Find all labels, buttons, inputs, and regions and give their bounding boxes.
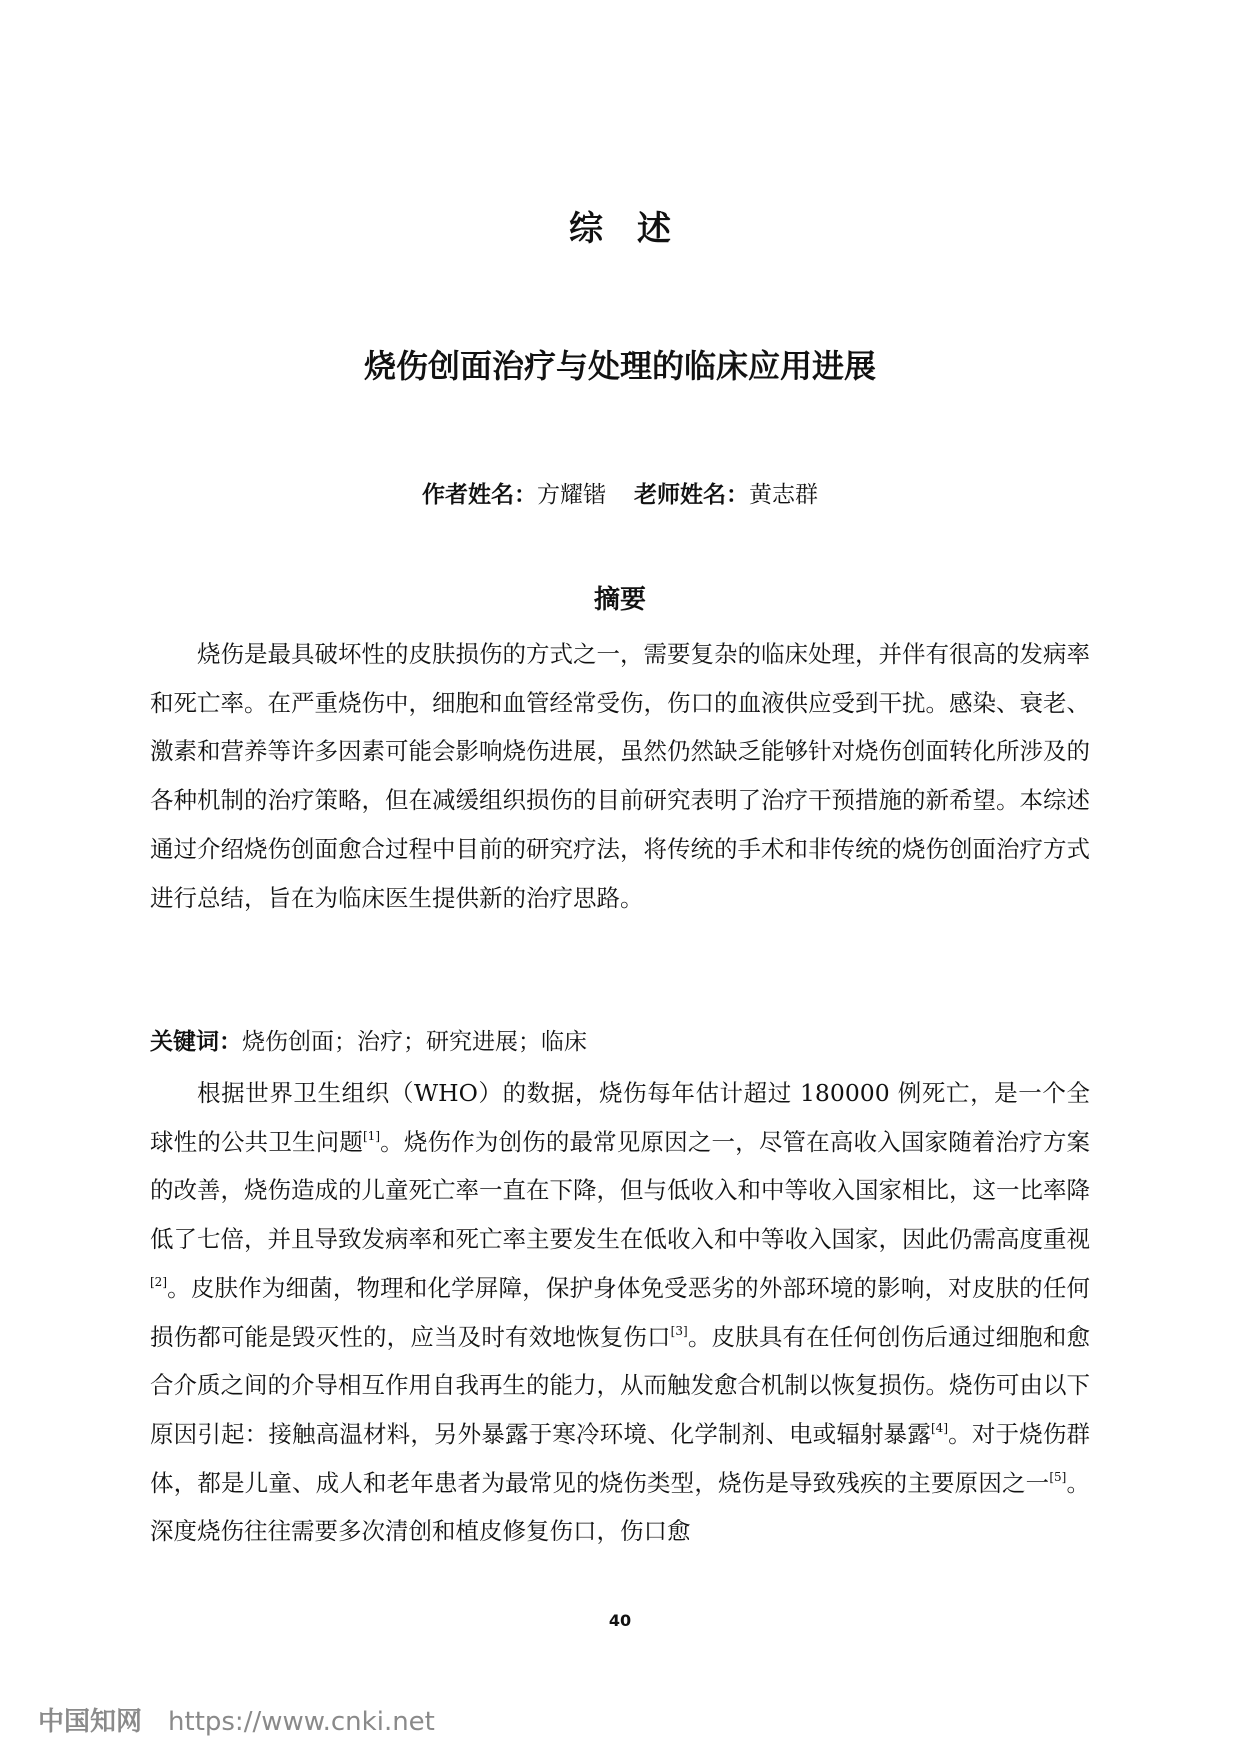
citation-3: [3]	[670, 1323, 688, 1338]
abstract-heading: 摘要	[593, 585, 646, 615]
body-text-5: 。对于烧伤群体，都是儿童、成人和老年患者为最常见的烧伤类型，烧伤是导致残疾的主要原因之一	[150, 1419, 1091, 1497]
teacher-name: 黄志群	[749, 482, 818, 508]
body-text-6: 。深度烧伤往往需要多次清创和植皮修复伤口，伤口愈	[150, 1468, 1091, 1546]
cnki-logo-text: 中国知网	[38, 1707, 143, 1737]
teacher-label: 老师姓名：	[634, 482, 749, 508]
body-text-1: 根据世界卫生组织（WHO）的数据，烧伤每年估计超过 180000 例死亡，是一个全球性的公共卫生问题	[150, 1079, 1090, 1156]
author-name: 方耀锴	[537, 482, 606, 508]
keywords-text: 烧伤创面；治疗；研究进展；临床	[242, 1029, 587, 1055]
page-number: 40	[608, 1611, 632, 1630]
body-text-3: 。皮肤作为细菌，物理和化学屏障，保护身体免受恶劣的外部环境的影响，对皮肤的任何损伤都可能是毁灭性的，应当及时有效地恢复伤口	[150, 1273, 1090, 1351]
paper-title: 烧伤创面治疗与处理的临床应用进展	[363, 347, 876, 385]
author-line	[0, 478, 1240, 512]
keywords-line	[150, 1024, 1090, 1060]
footer-url: https://www.cnki.net	[168, 1707, 435, 1737]
body-text-2: 。烧伤作为创伤的最常见原因之一，尽管在高收入国家随着治疗方案的改善，烧伤造成的儿童死亡率一直在下降，但与低收入和中等收入国家相比，这一比率降低了七倍，并且导致发病率和死亡率主要发生在低收入和中等收入国家，因此仍需高度重视	[150, 1127, 1090, 1254]
keywords-label: 关键词：	[150, 1029, 242, 1055]
footer-watermark	[38, 1701, 435, 1738]
citation-1: [1]	[363, 1128, 380, 1143]
abstract-text: 烧伤是最具破坏性的皮肤损伤的方式之一，需要复杂的临床处理，并伴有很高的发病率和死亡率。在严重烧伤中，细胞和血管经常受伤，伤口的血液供应受到干扰。感染、衰老、激素和营养等许多因素可能会影响烧伤进展，虽然仍然缺乏能够针对烧伤创面转化所涉及的各种机制的治疗策略，但在减缓组织损伤的目前研究表明了治疗干预措施的新希望。本综述通过介绍烧伤创面愈合过程中目前的研究疗法，将传统的手术和非传统的烧伤创面治疗方式进行总结，旨在为临床医生提供新的治疗思路。	[150, 640, 1090, 912]
citation-2: [2]	[150, 1274, 167, 1289]
author-label: 作者姓名：	[422, 482, 537, 508]
citation-5: [5]	[1049, 1469, 1067, 1484]
body-text-4: 。皮肤具有在任何创伤后通过细胞和愈合介质之间的介导相互作用自我再生的能力，从而触发愈合机制以恢复损伤。烧伤可由以下原因引起：接触高温材料，另外暴露于寒冷环境、化学制剂、电或辐射暴露	[150, 1322, 1091, 1448]
citation-4: [4]	[931, 1420, 948, 1435]
section-title: 综述	[569, 209, 705, 249]
body-paragraph	[150, 1069, 1090, 1556]
